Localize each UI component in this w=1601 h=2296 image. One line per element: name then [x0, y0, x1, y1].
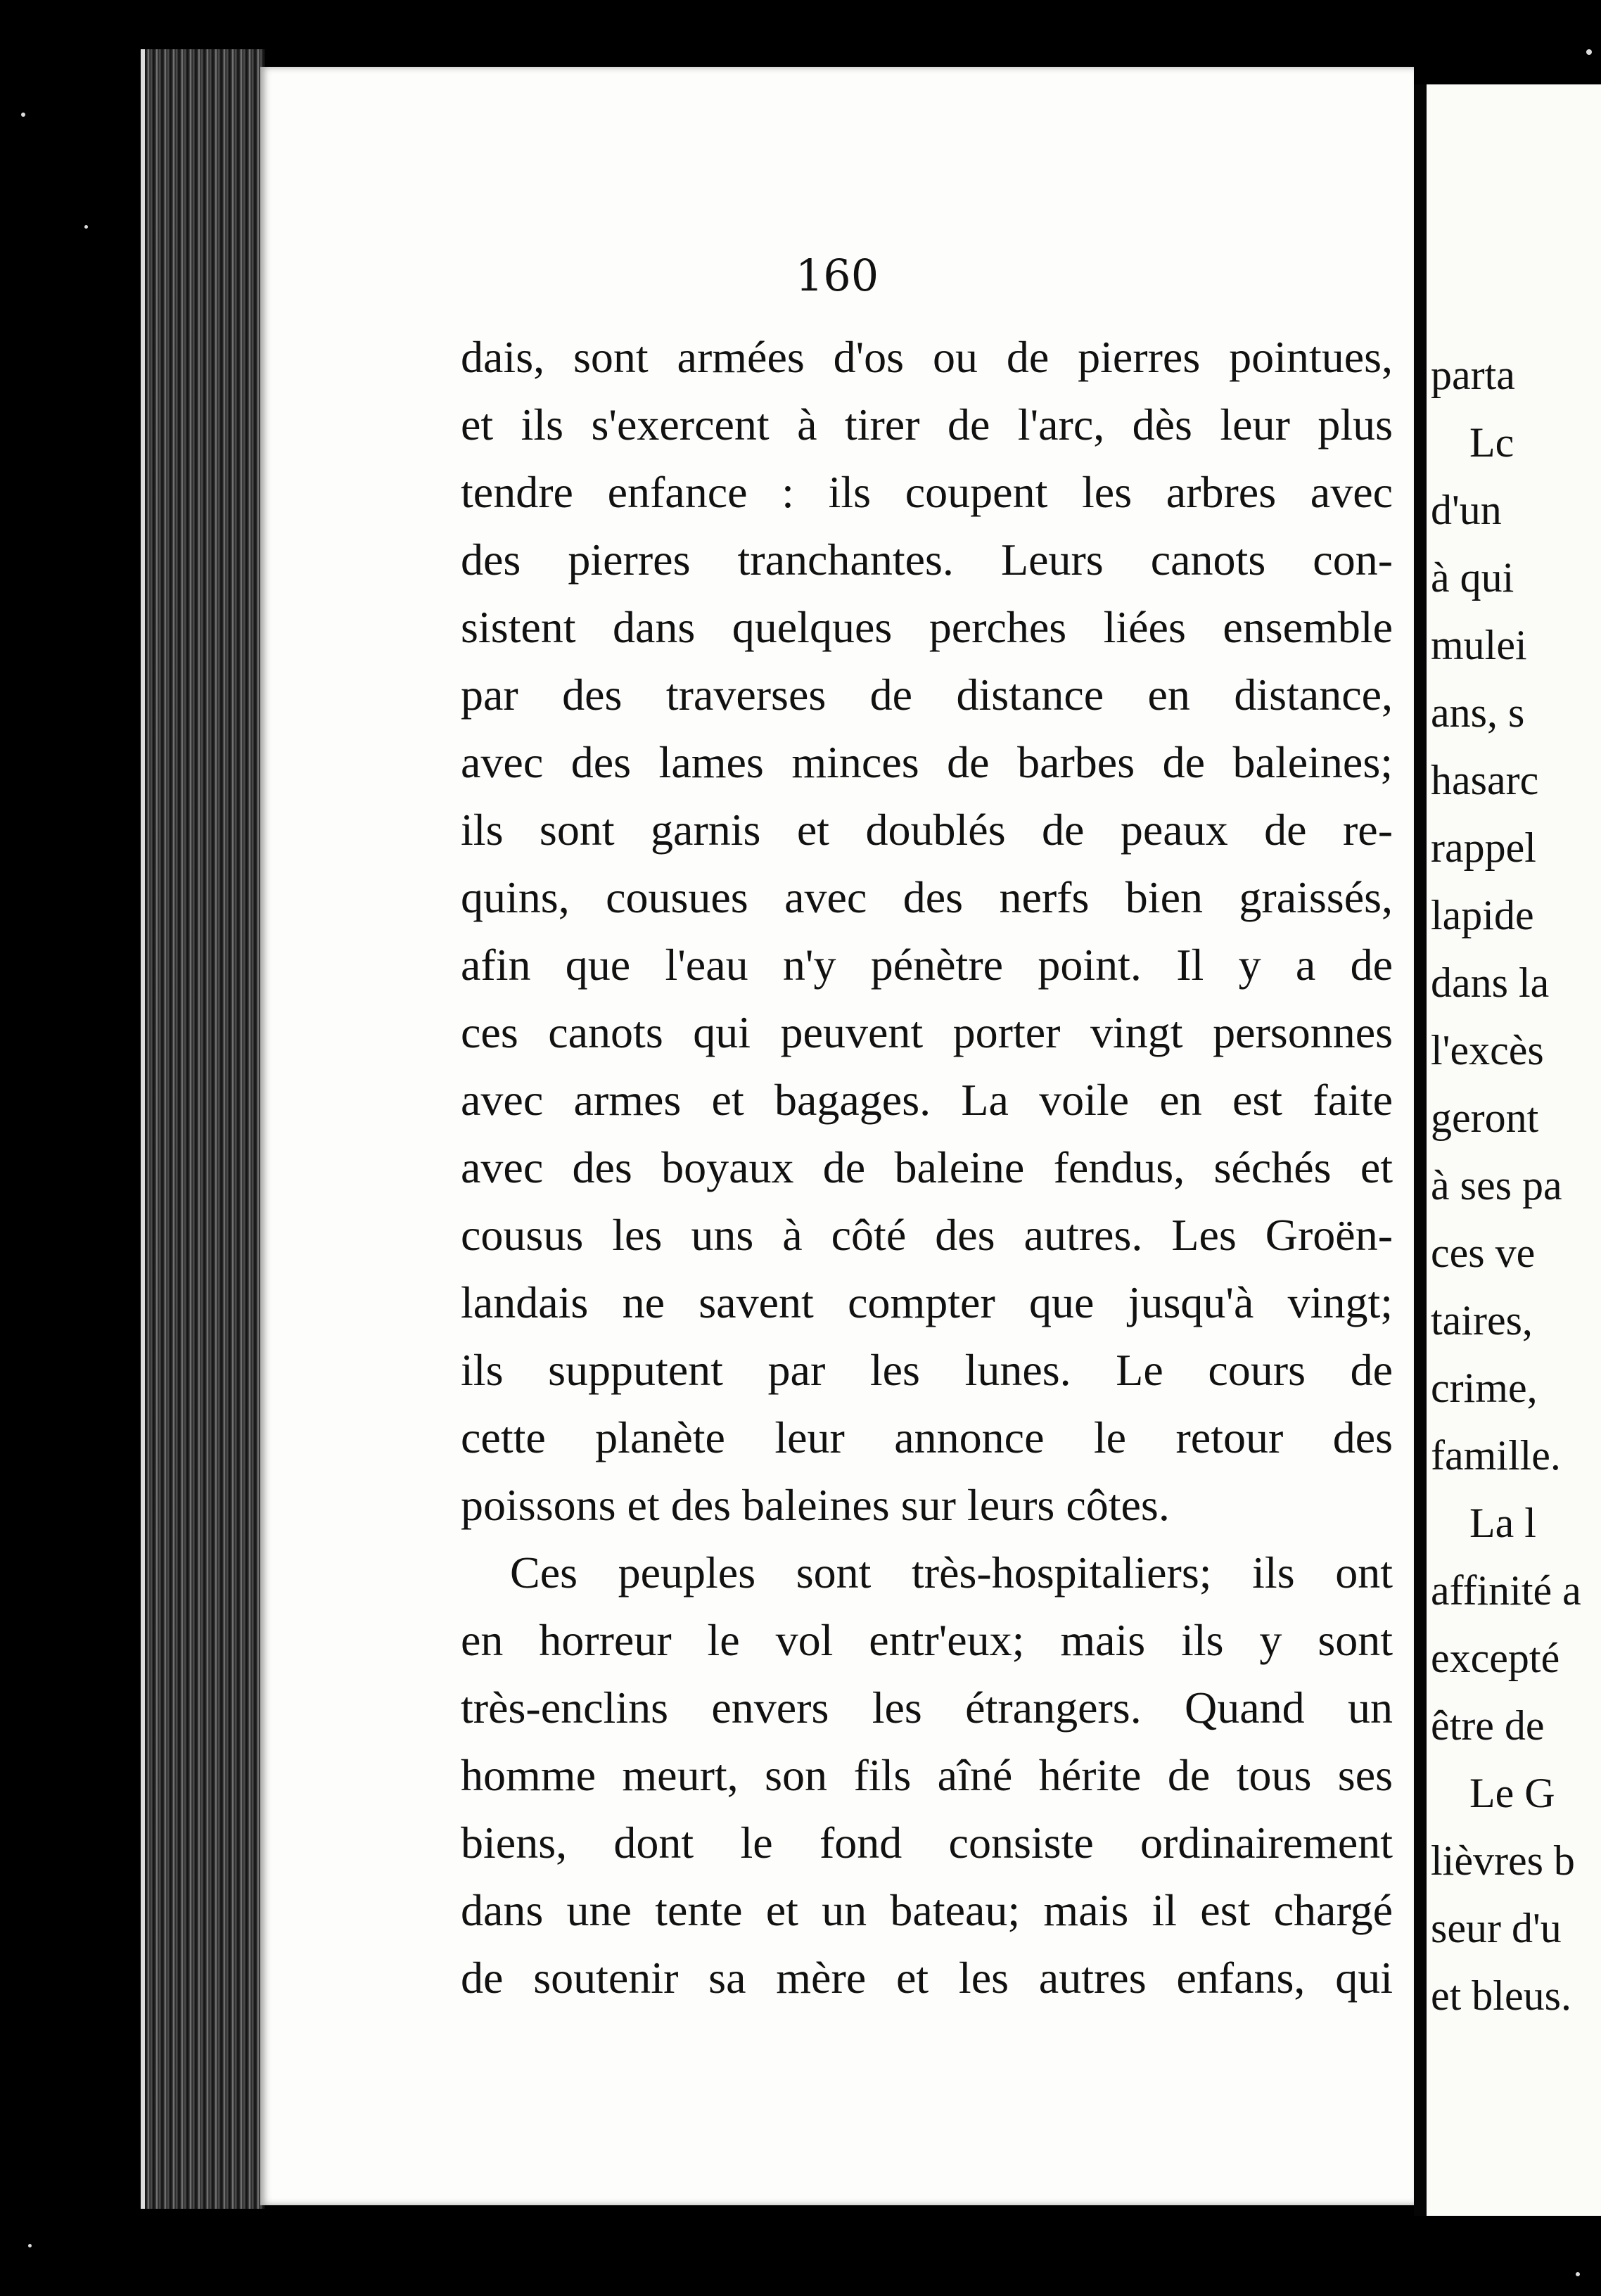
page-number: 160 — [795, 250, 879, 301]
text-line: hasarc — [1431, 757, 1539, 803]
text-line: dais, sont armées d'os ou de pierres pointues, — [461, 332, 1393, 382]
left-page — [260, 67, 1414, 2205]
text-line: lapide — [1431, 892, 1534, 938]
text-line: famille. — [1431, 1432, 1561, 1479]
text-line: parta — [1431, 352, 1515, 398]
text-line: et bleus. — [1431, 1972, 1571, 2019]
text-line: ces canots qui peuvent porter vingt personnes — [461, 1007, 1393, 1057]
text-line: ans, s — [1431, 689, 1525, 736]
text-line: tendre enfance : ils coupent les arbres avec — [461, 467, 1393, 517]
text-line: lièvres b — [1431, 1837, 1575, 1884]
right-page-fragment — [1414, 84, 1601, 2216]
text-line: à ses pa — [1431, 1162, 1562, 1208]
text-line: excepté — [1431, 1635, 1560, 1681]
text-line: Lc — [1469, 419, 1514, 466]
text-line: ils sont garnis et doublés de peaux de re- — [461, 805, 1393, 855]
text-line: poissons et des baleines sur leurs côtes. — [461, 1480, 1170, 1530]
text-line: par des traverses de distance en distance, — [461, 670, 1393, 720]
text-line: afin que l'eau n'y pénètre point. Il y a de — [461, 940, 1393, 990]
text-line: avec des lames minces de barbes de baleines; — [461, 737, 1393, 787]
text-line: geront — [1431, 1095, 1539, 1141]
text-line: en horreur le vol entr'eux; mais ils y sont — [461, 1615, 1393, 1665]
text-line: mulei — [1431, 622, 1527, 668]
text-line: La l — [1469, 1500, 1536, 1546]
text-line: et ils s'exercent à tirer de l'arc, dès leur plus — [461, 400, 1393, 449]
text-line: biens, dont le fond consiste ordinairement — [461, 1818, 1393, 1868]
right-page-text — [1431, 341, 1601, 2029]
text-line: ces ve — [1431, 1230, 1536, 1276]
text-line: dans une tente et un bateau; mais il est chargé — [461, 1885, 1393, 1935]
scan-speck — [28, 2244, 32, 2247]
text-line: Le G — [1469, 1770, 1555, 1816]
scan-speck — [84, 225, 88, 229]
left-page-text — [461, 324, 1393, 2012]
text-line: être de — [1431, 1702, 1545, 1749]
text-line: ils supputent par les lunes. Le cours de — [461, 1345, 1393, 1395]
text-line: de soutenir sa mère et les autres enfans, qui — [461, 1953, 1393, 2003]
text-line: Ces peuples sont très-hospitaliers; ils ont — [510, 1548, 1393, 1597]
text-line: l'excès — [1431, 1027, 1544, 1073]
text-line: homme meurt, son fils aîné hérite de tous ses — [461, 1750, 1393, 1800]
text-line: d'un — [1431, 487, 1502, 533]
text-line: quins, cousues avec des nerfs bien graissés, — [461, 872, 1393, 922]
text-line: landais ne savent compter que jusqu'à vingt; — [461, 1277, 1393, 1327]
text-line: à qui — [1431, 554, 1514, 601]
text-line: dans la — [1431, 959, 1550, 1006]
text-line: cette planète leur annonce le retour des — [461, 1412, 1393, 1462]
text-line: rappel — [1431, 824, 1536, 871]
text-line: très-enclins envers les étrangers. Quand un — [461, 1683, 1393, 1733]
text-line: avec armes et bagages. La voile en est faite — [461, 1075, 1393, 1125]
text-line: taires, — [1431, 1297, 1533, 1344]
scan-speck — [21, 113, 25, 117]
text-line: des pierres tranchantes. Leurs canots con- — [461, 535, 1393, 585]
scan-speck — [1576, 2272, 1580, 2276]
text-line: crime, — [1431, 1365, 1538, 1411]
text-line: avec des boyaux de baleine fendus, séchés et — [461, 1142, 1393, 1192]
text-line: seur d'u — [1431, 1905, 1562, 1951]
text-line: sistent dans quelques perches liées ensemble — [461, 602, 1393, 652]
book-spine-edge — [141, 49, 264, 2209]
text-line: cousus les uns à côté des autres. Les Groën- — [461, 1210, 1393, 1260]
scan-speck — [1586, 49, 1592, 55]
text-line: affinité a — [1431, 1567, 1581, 1614]
